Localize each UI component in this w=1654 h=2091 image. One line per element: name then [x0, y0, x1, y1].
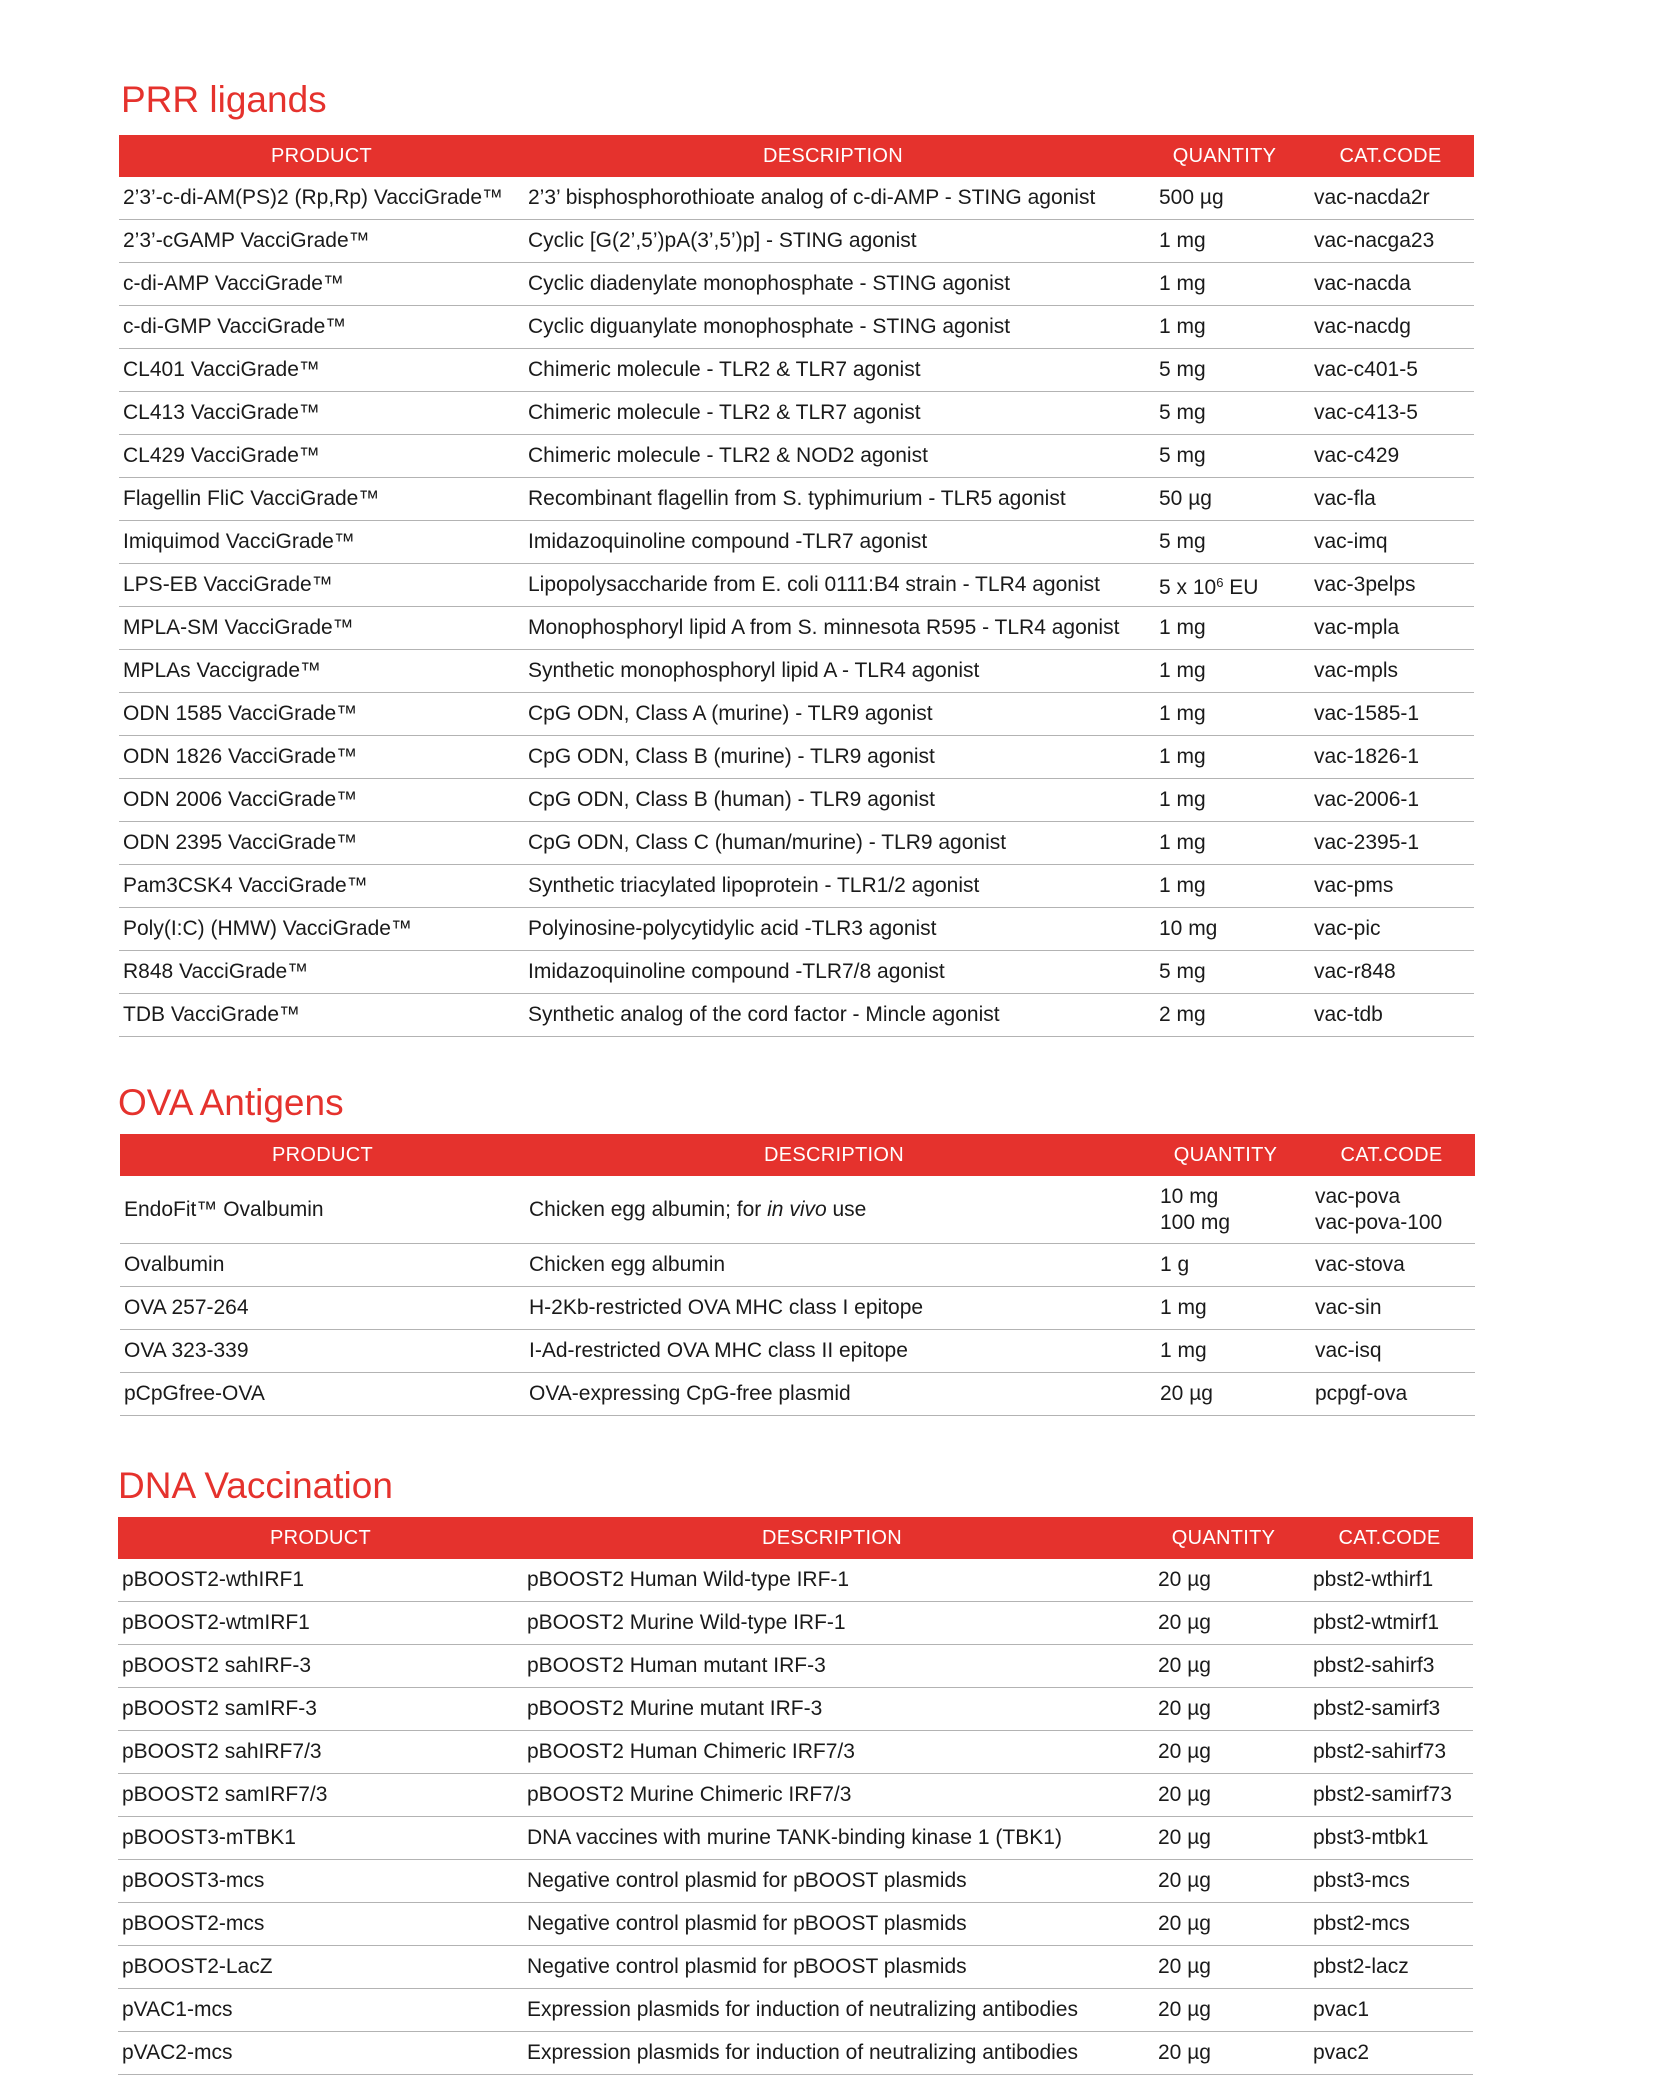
- table-row: [120, 1176, 1475, 1244]
- table-header-row: [119, 135, 1474, 177]
- product-name: c-di-AMP VacciGrade™: [119, 263, 524, 306]
- product-quantity: 20 µg: [1141, 1774, 1306, 1817]
- product-name: pBOOST3-mcs: [118, 1860, 523, 1903]
- product-cat-code: vac-nacga23: [1307, 220, 1474, 263]
- product-quantity: 20 µg: [1141, 1559, 1306, 1602]
- table-row: [118, 1602, 1473, 1645]
- header-quantity: QUANTITY: [1143, 1134, 1308, 1176]
- quantity-base: 5 x 10: [1159, 575, 1217, 599]
- table-row: [118, 1731, 1473, 1774]
- product-quantity: 1 mg: [1142, 693, 1307, 736]
- product-description: Negative control plasmid for pBOOST plasmids: [523, 1946, 1141, 1989]
- product-table: [118, 1517, 1473, 2075]
- product-cat-code: vac-c401-5: [1307, 349, 1474, 392]
- product-description: Synthetic analog of the cord factor - Mincle agonist: [524, 994, 1142, 1037]
- product-cat-code: vac-mpla: [1307, 607, 1474, 650]
- description-text: use: [826, 1197, 867, 1221]
- header-quantity: QUANTITY: [1141, 1517, 1306, 1559]
- product-name: ODN 1585 VacciGrade™: [119, 693, 524, 736]
- product-name: CL429 VacciGrade™: [119, 435, 524, 478]
- header-cat-code: CAT.CODE: [1308, 1134, 1475, 1176]
- product-name: pVAC2-mcs: [118, 2032, 523, 2075]
- product-quantity: 1 mg: [1142, 306, 1307, 349]
- table-row: [118, 1774, 1473, 1817]
- table-header-row: [120, 1134, 1475, 1176]
- product-name: 2’3’-cGAMP VacciGrade™: [119, 220, 524, 263]
- product-name: pBOOST2-mcs: [118, 1903, 523, 1946]
- product-description: Chimeric molecule - TLR2 & TLR7 agonist: [524, 349, 1142, 392]
- product-description: DNA vaccines with murine TANK-binding kinase 1 (TBK1): [523, 1817, 1141, 1860]
- table-row: [119, 392, 1474, 435]
- table-row: [119, 779, 1474, 822]
- product-quantity: 20 µg: [1141, 1645, 1306, 1688]
- product-name: R848 VacciGrade™: [119, 951, 524, 994]
- product-quantity: 1 mg: [1142, 865, 1307, 908]
- product-name: ODN 2006 VacciGrade™: [119, 779, 524, 822]
- product-description: H-2Kb-restricted OVA MHC class I epitope: [525, 1287, 1143, 1330]
- table-row: [118, 1946, 1473, 1989]
- table-row: [119, 349, 1474, 392]
- table-row: [119, 994, 1474, 1037]
- product-quantity: 1 mg: [1143, 1330, 1308, 1373]
- table-row: [119, 435, 1474, 478]
- table-row: [118, 1817, 1473, 1860]
- product-quantity: 5 mg: [1142, 435, 1307, 478]
- product-quantity: 1 mg: [1142, 650, 1307, 693]
- table-row: [118, 1903, 1473, 1946]
- product-description: Negative control plasmid for pBOOST plasmids: [523, 1860, 1141, 1903]
- product-cat-code: pbst2-lacz: [1306, 1946, 1473, 1989]
- product-cat-code: vac-2006-1: [1307, 779, 1474, 822]
- product-name: Poly(I:C) (HMW) VacciGrade™: [119, 908, 524, 951]
- product-quantity: 20 µg: [1141, 1903, 1306, 1946]
- product-description: Monophosphoryl lipid A from S. minnesota R595 - TLR4 agonist: [524, 607, 1142, 650]
- header-quantity: QUANTITY: [1142, 135, 1307, 177]
- product-name: TDB VacciGrade™: [119, 994, 524, 1037]
- table-row: [119, 865, 1474, 908]
- product-name: OVA 257-264: [120, 1287, 525, 1330]
- product-description: Chicken egg albumin: [525, 1244, 1143, 1287]
- product-table: [119, 135, 1474, 1037]
- product-cat-code: vac-stova: [1308, 1244, 1475, 1287]
- product-description: Recombinant flagellin from S. typhimurium - TLR5 agonist: [524, 478, 1142, 521]
- product-cat-code: vac-sin: [1308, 1287, 1475, 1330]
- product-name: 2’3’-c-di-AM(PS)2 (Rp,Rp) VacciGrade™: [119, 177, 524, 220]
- table-row: [120, 1287, 1475, 1330]
- table-row: [119, 521, 1474, 564]
- table-row: [119, 564, 1474, 607]
- product-cat-code: vac-pic: [1307, 908, 1474, 951]
- product-cat-code: pvac1: [1306, 1989, 1473, 2032]
- product-cat-code: pbst3-mcs: [1306, 1860, 1473, 1903]
- product-cat-code: vac-3pelps: [1307, 564, 1474, 607]
- product-name: ODN 1826 VacciGrade™: [119, 736, 524, 779]
- product-description: pBOOST2 Human Wild-type IRF-1: [523, 1559, 1141, 1602]
- product-name: CL413 VacciGrade™: [119, 392, 524, 435]
- description-text: Chicken egg albumin; for: [529, 1197, 768, 1221]
- description-italic: in vivo: [767, 1197, 827, 1221]
- product-description: Chimeric molecule - TLR2 & NOD2 agonist: [524, 435, 1142, 478]
- product-name: pBOOST2-wthIRF1: [118, 1559, 523, 1602]
- product-cat-code: vac-1585-1: [1307, 693, 1474, 736]
- product-description: [525, 1176, 1143, 1244]
- product-description: CpG ODN, Class A (murine) - TLR9 agonist: [524, 693, 1142, 736]
- product-quantity: 5 mg: [1142, 349, 1307, 392]
- product-quantity: 20 µg: [1141, 1602, 1306, 1645]
- product-quantity: [1143, 1176, 1308, 1244]
- product-description: Imidazoquinoline compound -TLR7 agonist: [524, 521, 1142, 564]
- product-cat-code: vac-mpls: [1307, 650, 1474, 693]
- quantity-exponent: 6: [1216, 574, 1224, 590]
- product-cat-code: vac-nacdg: [1307, 306, 1474, 349]
- table-row: [118, 1688, 1473, 1731]
- product-cat-code: vac-2395-1: [1307, 822, 1474, 865]
- table-header-row: [118, 1517, 1473, 1559]
- table-row: [119, 951, 1474, 994]
- product-description: Imidazoquinoline compound -TLR7/8 agonist: [524, 951, 1142, 994]
- product-cat-code: pbst2-wthirf1: [1306, 1559, 1473, 1602]
- product-description: pBOOST2 Human mutant IRF-3: [523, 1645, 1141, 1688]
- product-name: pBOOST3-mTBK1: [118, 1817, 523, 1860]
- product-description: Synthetic monophosphoryl lipid A - TLR4 agonist: [524, 650, 1142, 693]
- header-cat-code: CAT.CODE: [1306, 1517, 1473, 1559]
- product-quantity: 1 mg: [1143, 1287, 1308, 1330]
- product-cat-code: [1308, 1176, 1475, 1244]
- table-row: [119, 693, 1474, 736]
- section-title: PRR ligands: [121, 79, 327, 120]
- product-description: OVA-expressing CpG-free plasmid: [525, 1373, 1143, 1416]
- product-quantity: 20 µg: [1141, 1688, 1306, 1731]
- product-quantity: 2 mg: [1142, 994, 1307, 1037]
- product-name: LPS-EB VacciGrade™: [119, 564, 524, 607]
- product-description: Expression plasmids for induction of neutralizing antibodies: [523, 1989, 1141, 2032]
- product-name: ODN 2395 VacciGrade™: [119, 822, 524, 865]
- product-quantity: 1 g: [1143, 1244, 1308, 1287]
- product-name: c-di-GMP VacciGrade™: [119, 306, 524, 349]
- header-cat-code: CAT.CODE: [1307, 135, 1474, 177]
- table-row: [118, 2032, 1473, 2075]
- table-row: [118, 1860, 1473, 1903]
- product-name: pCpGfree-OVA: [120, 1373, 525, 1416]
- product-quantity: 20 µg: [1141, 1989, 1306, 2032]
- product-description: Cyclic diguanylate monophosphate - STING agonist: [524, 306, 1142, 349]
- product-cat-code: pbst2-sahirf73: [1306, 1731, 1473, 1774]
- table-row: [119, 822, 1474, 865]
- product-cat-code: vac-r848: [1307, 951, 1474, 994]
- product-description: pBOOST2 Murine mutant IRF-3: [523, 1688, 1141, 1731]
- product-name: MPLA-SM VacciGrade™: [119, 607, 524, 650]
- product-cat-code: vac-c413-5: [1307, 392, 1474, 435]
- header-description: DESCRIPTION: [525, 1134, 1143, 1176]
- product-name: Imiquimod VacciGrade™: [119, 521, 524, 564]
- product-quantity: 20 µg: [1141, 1860, 1306, 1903]
- product-name: MPLAs Vaccigrade™: [119, 650, 524, 693]
- product-name: pBOOST2-wtmIRF1: [118, 1602, 523, 1645]
- product-quantity: 1 mg: [1142, 263, 1307, 306]
- product-description: CpG ODN, Class B (human) - TLR9 agonist: [524, 779, 1142, 822]
- product-name: Flagellin FliC VacciGrade™: [119, 478, 524, 521]
- product-cat-code: vac-imq: [1307, 521, 1474, 564]
- header-product: PRODUCT: [120, 1134, 525, 1176]
- product-cat-code: pbst3-mtbk1: [1306, 1817, 1473, 1860]
- product-name: CL401 VacciGrade™: [119, 349, 524, 392]
- product-quantity: 50 µg: [1142, 478, 1307, 521]
- product-cat-code: pbst2-mcs: [1306, 1903, 1473, 1946]
- table-row: [119, 306, 1474, 349]
- product-cat-code: vac-nacda: [1307, 263, 1474, 306]
- product-description: Polyinosine-polycytidylic acid -TLR3 agonist: [524, 908, 1142, 951]
- product-description: 2’3’ bisphosphorothioate analog of c-di-AMP - STING agonist: [524, 177, 1142, 220]
- product-cat-code: vac-fla: [1307, 478, 1474, 521]
- product-quantity: 1 mg: [1142, 607, 1307, 650]
- product-cat-code: pvac2: [1306, 2032, 1473, 2075]
- table-row: [119, 478, 1474, 521]
- product-cat-code: vac-pms: [1307, 865, 1474, 908]
- product-cat-code: vac-nacda2r: [1307, 177, 1474, 220]
- product-description: Cyclic diadenylate monophosphate - STING agonist: [524, 263, 1142, 306]
- product-name: pBOOST2 sahIRF-3: [118, 1645, 523, 1688]
- product-description: Negative control plasmid for pBOOST plasmids: [523, 1903, 1141, 1946]
- header-description: DESCRIPTION: [524, 135, 1142, 177]
- product-quantity: 1 mg: [1142, 779, 1307, 822]
- product-cat-code: vac-isq: [1308, 1330, 1475, 1373]
- product-quantity: 500 µg: [1142, 177, 1307, 220]
- product-name: EndoFit™ Ovalbumin: [120, 1176, 525, 1244]
- header-product: PRODUCT: [119, 135, 524, 177]
- product-cat-code: pbst2-samirf3: [1306, 1688, 1473, 1731]
- header-description: DESCRIPTION: [523, 1517, 1141, 1559]
- product-quantity: 5 mg: [1142, 392, 1307, 435]
- cat-code-option: vac-pova: [1315, 1184, 1401, 1208]
- product-description: pBOOST2 Human Chimeric IRF7/3: [523, 1731, 1141, 1774]
- product-cat-code: pcpgf-ova: [1308, 1373, 1475, 1416]
- section-title: DNA Vaccination: [118, 1465, 393, 1506]
- table-row: [119, 607, 1474, 650]
- product-quantity: 20 µg: [1141, 2032, 1306, 2075]
- quantity-option: 10 mg: [1160, 1184, 1219, 1208]
- table-row: [120, 1244, 1475, 1287]
- product-cat-code: vac-tdb: [1307, 994, 1474, 1037]
- product-name: pBOOST2 samIRF-3: [118, 1688, 523, 1731]
- product-quantity: 10 mg: [1142, 908, 1307, 951]
- cat-code-option: vac-pova-100: [1315, 1210, 1443, 1234]
- product-table: [120, 1134, 1475, 1416]
- header-product: PRODUCT: [118, 1517, 523, 1559]
- product-quantity: 1 mg: [1142, 822, 1307, 865]
- product-description: Expression plasmids for induction of neutralizing antibodies: [523, 2032, 1141, 2075]
- table-row: [119, 263, 1474, 306]
- table-row: [118, 1559, 1473, 1602]
- product-cat-code: pbst2-wtmirf1: [1306, 1602, 1473, 1645]
- table-row: [119, 736, 1474, 779]
- product-quantity: 5 mg: [1142, 521, 1307, 564]
- product-cat-code: pbst2-samirf73: [1306, 1774, 1473, 1817]
- product-quantity: [1142, 564, 1307, 607]
- product-name: OVA 323-339: [120, 1330, 525, 1373]
- quantity-option: 100 mg: [1160, 1210, 1231, 1234]
- product-name: Pam3CSK4 VacciGrade™: [119, 865, 524, 908]
- product-quantity: 20 µg: [1141, 1817, 1306, 1860]
- quantity-unit: EU: [1223, 575, 1259, 599]
- product-quantity: 5 mg: [1142, 951, 1307, 994]
- table-row: [119, 220, 1474, 263]
- table-row: [119, 650, 1474, 693]
- table-row: [120, 1373, 1475, 1416]
- table-row: [119, 908, 1474, 951]
- product-quantity: 20 µg: [1141, 1946, 1306, 1989]
- product-description: pBOOST2 Murine Wild-type IRF-1: [523, 1602, 1141, 1645]
- product-quantity: 1 mg: [1142, 220, 1307, 263]
- product-description: Cyclic [G(2’,5’)pA(3’,5’)p] - STING agonist: [524, 220, 1142, 263]
- table-row: [118, 1645, 1473, 1688]
- table-row: [119, 177, 1474, 220]
- product-description: Synthetic triacylated lipoprotein - TLR1/2 agonist: [524, 865, 1142, 908]
- product-description: CpG ODN, Class B (murine) - TLR9 agonist: [524, 736, 1142, 779]
- product-quantity: 20 µg: [1141, 1731, 1306, 1774]
- product-name: pBOOST2-LacZ: [118, 1946, 523, 1989]
- table-row: [118, 1989, 1473, 2032]
- product-quantity: 20 µg: [1143, 1373, 1308, 1416]
- product-description: CpG ODN, Class C (human/murine) - TLR9 agonist: [524, 822, 1142, 865]
- section-title: OVA Antigens: [118, 1082, 344, 1123]
- product-name: pBOOST2 samIRF7/3: [118, 1774, 523, 1817]
- product-cat-code: vac-c429: [1307, 435, 1474, 478]
- product-description: pBOOST2 Murine Chimeric IRF7/3: [523, 1774, 1141, 1817]
- product-name: pBOOST2 sahIRF7/3: [118, 1731, 523, 1774]
- product-name: pVAC1-mcs: [118, 1989, 523, 2032]
- product-cat-code: pbst2-sahirf3: [1306, 1645, 1473, 1688]
- product-quantity: 1 mg: [1142, 736, 1307, 779]
- product-description: I-Ad-restricted OVA MHC class II epitope: [525, 1330, 1143, 1373]
- product-cat-code: vac-1826-1: [1307, 736, 1474, 779]
- product-description: Lipopolysaccharide from E. coli 0111:B4 strain - TLR4 agonist: [524, 564, 1142, 607]
- product-name: Ovalbumin: [120, 1244, 525, 1287]
- product-description: Chimeric molecule - TLR2 & TLR7 agonist: [524, 392, 1142, 435]
- table-row: [120, 1330, 1475, 1373]
